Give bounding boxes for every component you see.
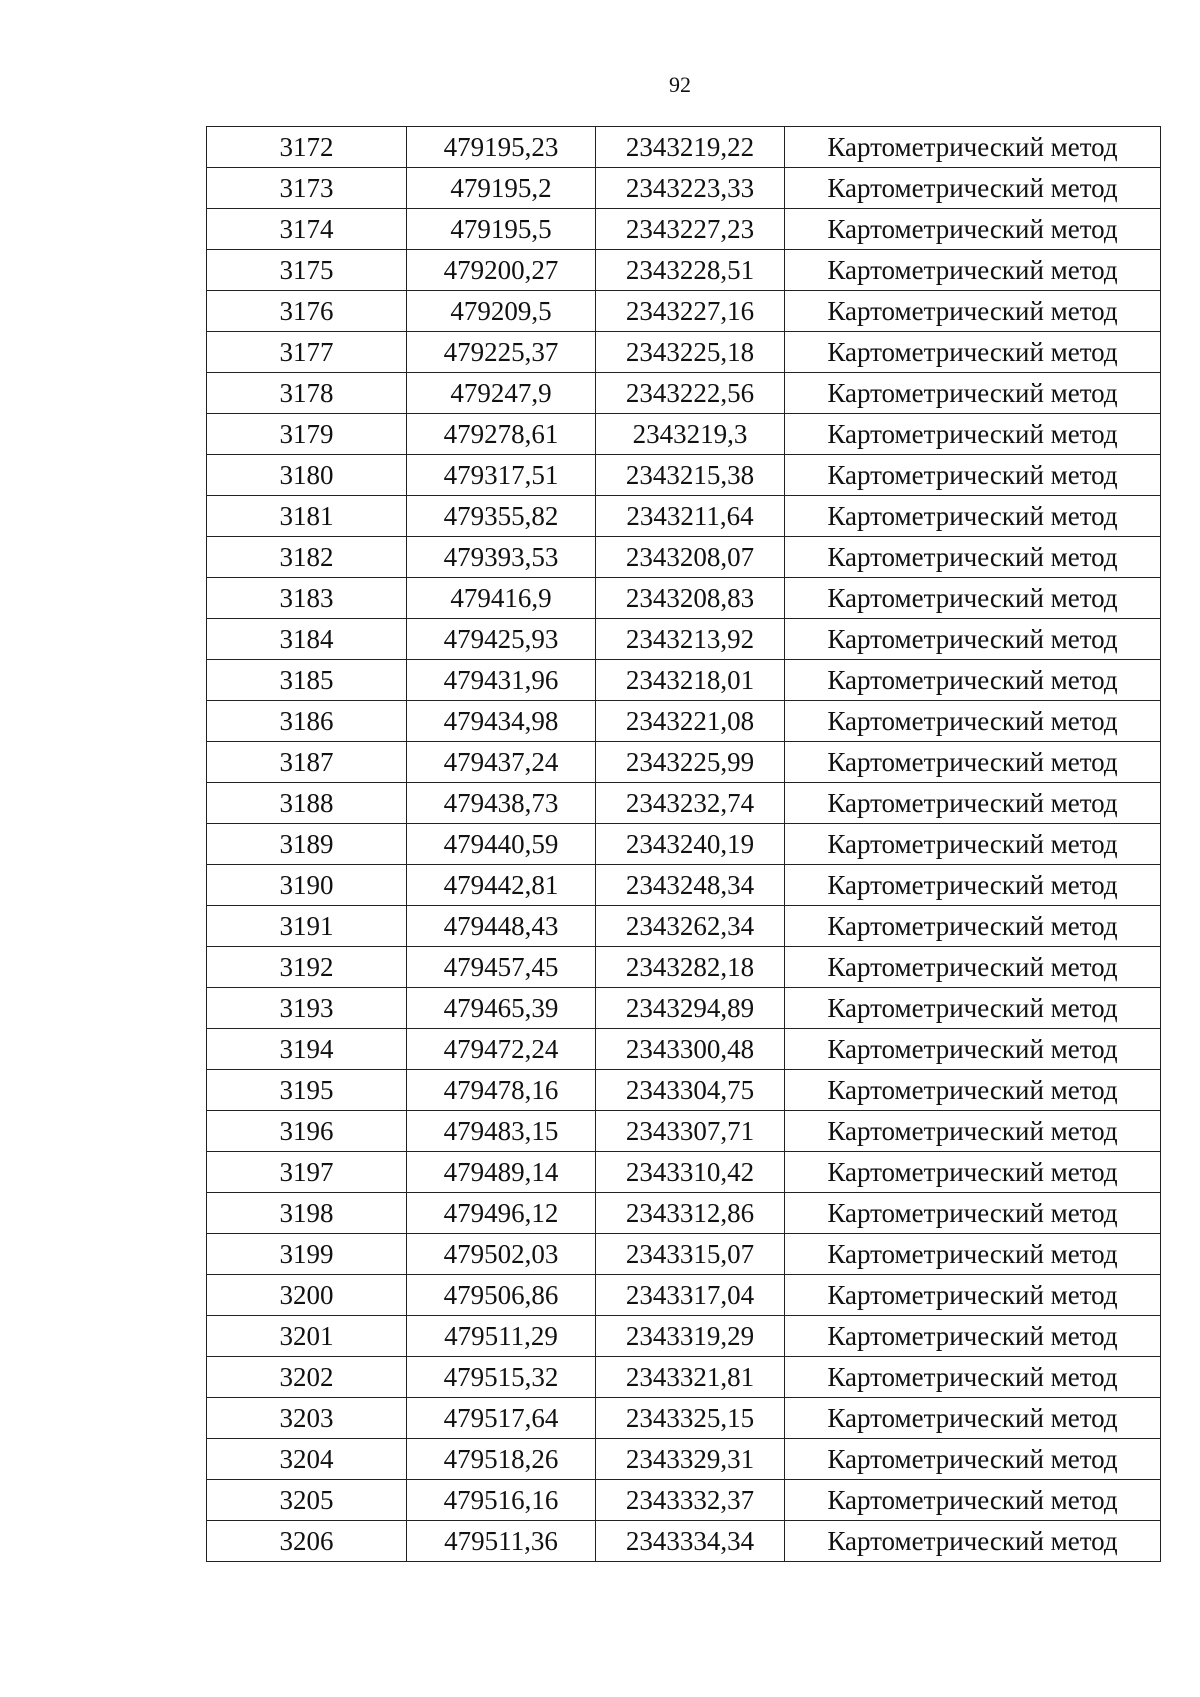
x-coordinate-cell: 479225,37 xyxy=(407,332,596,373)
x-coordinate-cell: 479200,27 xyxy=(407,250,596,291)
method-cell: Картометрический метод xyxy=(785,332,1161,373)
table-row xyxy=(207,824,1161,865)
x-coordinate-cell: 479472,24 xyxy=(407,1029,596,1070)
point-number-cell: 3191 xyxy=(207,906,407,947)
method-cell: Картометрический метод xyxy=(785,1111,1161,1152)
y-coordinate-cell: 2343300,48 xyxy=(596,1029,785,1070)
table-row xyxy=(207,701,1161,742)
point-number-cell: 3194 xyxy=(207,1029,407,1070)
table-row xyxy=(207,168,1161,209)
x-coordinate-cell: 479511,36 xyxy=(407,1521,596,1562)
point-number-cell: 3198 xyxy=(207,1193,407,1234)
method-cell: Картометрический метод xyxy=(785,496,1161,537)
table-row xyxy=(207,496,1161,537)
y-coordinate-cell: 2343294,89 xyxy=(596,988,785,1029)
table-row xyxy=(207,127,1161,168)
method-cell: Картометрический метод xyxy=(785,824,1161,865)
method-cell: Картометрический метод xyxy=(785,537,1161,578)
y-coordinate-cell: 2343321,81 xyxy=(596,1357,785,1398)
table-row xyxy=(207,1234,1161,1275)
method-cell: Картометрический метод xyxy=(785,1070,1161,1111)
x-coordinate-cell: 479355,82 xyxy=(407,496,596,537)
table-row xyxy=(207,1316,1161,1357)
method-cell: Картометрический метод xyxy=(785,619,1161,660)
x-coordinate-cell: 479502,03 xyxy=(407,1234,596,1275)
point-number-cell: 3193 xyxy=(207,988,407,1029)
method-cell: Картометрический метод xyxy=(785,414,1161,455)
point-number-cell: 3192 xyxy=(207,947,407,988)
table-row xyxy=(207,373,1161,414)
table-row xyxy=(207,865,1161,906)
method-cell: Картометрический метод xyxy=(785,783,1161,824)
point-number-cell: 3178 xyxy=(207,373,407,414)
method-cell: Картометрический метод xyxy=(785,1234,1161,1275)
y-coordinate-cell: 2343310,42 xyxy=(596,1152,785,1193)
y-coordinate-cell: 2343219,22 xyxy=(596,127,785,168)
x-coordinate-cell: 479511,29 xyxy=(407,1316,596,1357)
point-number-cell: 3182 xyxy=(207,537,407,578)
table-row xyxy=(207,783,1161,824)
point-number-cell: 3187 xyxy=(207,742,407,783)
x-coordinate-cell: 479518,26 xyxy=(407,1439,596,1480)
x-coordinate-cell: 479425,93 xyxy=(407,619,596,660)
point-number-cell: 3183 xyxy=(207,578,407,619)
x-coordinate-cell: 479195,23 xyxy=(407,127,596,168)
y-coordinate-cell: 2343317,04 xyxy=(596,1275,785,1316)
table-row xyxy=(207,1398,1161,1439)
y-coordinate-cell: 2343232,74 xyxy=(596,783,785,824)
point-number-cell: 3197 xyxy=(207,1152,407,1193)
y-coordinate-cell: 2343315,07 xyxy=(596,1234,785,1275)
y-coordinate-cell: 2343312,86 xyxy=(596,1193,785,1234)
point-number-cell: 3186 xyxy=(207,701,407,742)
x-coordinate-cell: 479431,96 xyxy=(407,660,596,701)
x-coordinate-cell: 479278,61 xyxy=(407,414,596,455)
x-coordinate-cell: 479448,43 xyxy=(407,906,596,947)
table-row xyxy=(207,537,1161,578)
table-row xyxy=(207,1275,1161,1316)
point-number-cell: 3176 xyxy=(207,291,407,332)
method-cell: Картометрический метод xyxy=(785,291,1161,332)
y-coordinate-cell: 2343332,37 xyxy=(596,1480,785,1521)
y-coordinate-cell: 2343240,19 xyxy=(596,824,785,865)
method-cell: Картометрический метод xyxy=(785,373,1161,414)
point-number-cell: 3174 xyxy=(207,209,407,250)
method-cell: Картометрический метод xyxy=(785,701,1161,742)
table-row xyxy=(207,619,1161,660)
method-cell: Картометрический метод xyxy=(785,1480,1161,1521)
method-cell: Картометрический метод xyxy=(785,1521,1161,1562)
x-coordinate-cell: 479515,32 xyxy=(407,1357,596,1398)
y-coordinate-cell: 2343213,92 xyxy=(596,619,785,660)
x-coordinate-cell: 479442,81 xyxy=(407,865,596,906)
point-number-cell: 3173 xyxy=(207,168,407,209)
point-number-cell: 3196 xyxy=(207,1111,407,1152)
method-cell: Картометрический метод xyxy=(785,1193,1161,1234)
coordinates-table xyxy=(206,126,1161,1562)
method-cell: Картометрический метод xyxy=(785,168,1161,209)
method-cell: Картометрический метод xyxy=(785,127,1161,168)
y-coordinate-cell: 2343208,07 xyxy=(596,537,785,578)
table-row xyxy=(207,455,1161,496)
x-coordinate-cell: 479478,16 xyxy=(407,1070,596,1111)
y-coordinate-cell: 2343218,01 xyxy=(596,660,785,701)
point-number-cell: 3203 xyxy=(207,1398,407,1439)
y-coordinate-cell: 2343223,33 xyxy=(596,168,785,209)
point-number-cell: 3177 xyxy=(207,332,407,373)
y-coordinate-cell: 2343282,18 xyxy=(596,947,785,988)
method-cell: Картометрический метод xyxy=(785,1357,1161,1398)
point-number-cell: 3195 xyxy=(207,1070,407,1111)
table-row xyxy=(207,414,1161,455)
table-row xyxy=(207,1480,1161,1521)
method-cell: Картометрический метод xyxy=(785,455,1161,496)
x-coordinate-cell: 479437,24 xyxy=(407,742,596,783)
x-coordinate-cell: 479457,45 xyxy=(407,947,596,988)
y-coordinate-cell: 2343319,29 xyxy=(596,1316,785,1357)
y-coordinate-cell: 2343304,75 xyxy=(596,1070,785,1111)
method-cell: Картометрический метод xyxy=(785,1152,1161,1193)
x-coordinate-cell: 479465,39 xyxy=(407,988,596,1029)
x-coordinate-cell: 479247,9 xyxy=(407,373,596,414)
x-coordinate-cell: 479517,64 xyxy=(407,1398,596,1439)
point-number-cell: 3205 xyxy=(207,1480,407,1521)
x-coordinate-cell: 479506,86 xyxy=(407,1275,596,1316)
point-number-cell: 3181 xyxy=(207,496,407,537)
x-coordinate-cell: 479489,14 xyxy=(407,1152,596,1193)
y-coordinate-cell: 2343227,16 xyxy=(596,291,785,332)
x-coordinate-cell: 479496,12 xyxy=(407,1193,596,1234)
point-number-cell: 3202 xyxy=(207,1357,407,1398)
method-cell: Картометрический метод xyxy=(785,1275,1161,1316)
table-row xyxy=(207,742,1161,783)
y-coordinate-cell: 2343222,56 xyxy=(596,373,785,414)
table-row xyxy=(207,1029,1161,1070)
method-cell: Картометрический метод xyxy=(785,865,1161,906)
point-number-cell: 3199 xyxy=(207,1234,407,1275)
y-coordinate-cell: 2343225,99 xyxy=(596,742,785,783)
y-coordinate-cell: 2343307,71 xyxy=(596,1111,785,1152)
point-number-cell: 3172 xyxy=(207,127,407,168)
method-cell: Картометрический метод xyxy=(785,250,1161,291)
table-row xyxy=(207,988,1161,1029)
y-coordinate-cell: 2343208,83 xyxy=(596,578,785,619)
point-number-cell: 3189 xyxy=(207,824,407,865)
x-coordinate-cell: 479438,73 xyxy=(407,783,596,824)
x-coordinate-cell: 479195,5 xyxy=(407,209,596,250)
table-row xyxy=(207,1439,1161,1480)
y-coordinate-cell: 2343248,34 xyxy=(596,865,785,906)
x-coordinate-cell: 479209,5 xyxy=(407,291,596,332)
x-coordinate-cell: 479416,9 xyxy=(407,578,596,619)
method-cell: Картометрический метод xyxy=(785,1398,1161,1439)
y-coordinate-cell: 2343221,08 xyxy=(596,701,785,742)
method-cell: Картометрический метод xyxy=(785,906,1161,947)
y-coordinate-cell: 2343325,15 xyxy=(596,1398,785,1439)
y-coordinate-cell: 2343219,3 xyxy=(596,414,785,455)
table-row xyxy=(207,209,1161,250)
table-row xyxy=(207,1521,1161,1562)
point-number-cell: 3200 xyxy=(207,1275,407,1316)
method-cell: Картометрический метод xyxy=(785,1439,1161,1480)
table-row xyxy=(207,291,1161,332)
method-cell: Картометрический метод xyxy=(785,1029,1161,1070)
method-cell: Картометрический метод xyxy=(785,988,1161,1029)
table-row xyxy=(207,1357,1161,1398)
x-coordinate-cell: 479483,15 xyxy=(407,1111,596,1152)
page-number: 92 xyxy=(669,72,691,97)
table-row xyxy=(207,906,1161,947)
method-cell: Картометрический метод xyxy=(785,742,1161,783)
y-coordinate-cell: 2343225,18 xyxy=(596,332,785,373)
x-coordinate-cell: 479393,53 xyxy=(407,537,596,578)
y-coordinate-cell: 2343211,64 xyxy=(596,496,785,537)
table-row xyxy=(207,578,1161,619)
table-row xyxy=(207,660,1161,701)
point-number-cell: 3204 xyxy=(207,1439,407,1480)
y-coordinate-cell: 2343262,34 xyxy=(596,906,785,947)
method-cell: Картометрический метод xyxy=(785,578,1161,619)
point-number-cell: 3201 xyxy=(207,1316,407,1357)
y-coordinate-cell: 2343334,34 xyxy=(596,1521,785,1562)
y-coordinate-cell: 2343215,38 xyxy=(596,455,785,496)
table-row xyxy=(207,250,1161,291)
x-coordinate-cell: 479434,98 xyxy=(407,701,596,742)
table-row xyxy=(207,1111,1161,1152)
point-number-cell: 3179 xyxy=(207,414,407,455)
method-cell: Картометрический метод xyxy=(785,1316,1161,1357)
method-cell: Картометрический метод xyxy=(785,209,1161,250)
table-row xyxy=(207,1152,1161,1193)
x-coordinate-cell: 479440,59 xyxy=(407,824,596,865)
y-coordinate-cell: 2343227,23 xyxy=(596,209,785,250)
table-row xyxy=(207,1070,1161,1111)
table-row xyxy=(207,332,1161,373)
method-cell: Картометрический метод xyxy=(785,947,1161,988)
y-coordinate-cell: 2343329,31 xyxy=(596,1439,785,1480)
point-number-cell: 3190 xyxy=(207,865,407,906)
point-number-cell: 3184 xyxy=(207,619,407,660)
coordinates-table-body xyxy=(207,127,1161,1562)
point-number-cell: 3180 xyxy=(207,455,407,496)
point-number-cell: 3206 xyxy=(207,1521,407,1562)
table-row xyxy=(207,947,1161,988)
x-coordinate-cell: 479516,16 xyxy=(407,1480,596,1521)
method-cell: Картометрический метод xyxy=(785,660,1161,701)
x-coordinate-cell: 479195,2 xyxy=(407,168,596,209)
point-number-cell: 3188 xyxy=(207,783,407,824)
x-coordinate-cell: 479317,51 xyxy=(407,455,596,496)
y-coordinate-cell: 2343228,51 xyxy=(596,250,785,291)
point-number-cell: 3175 xyxy=(207,250,407,291)
point-number-cell: 3185 xyxy=(207,660,407,701)
table-row xyxy=(207,1193,1161,1234)
